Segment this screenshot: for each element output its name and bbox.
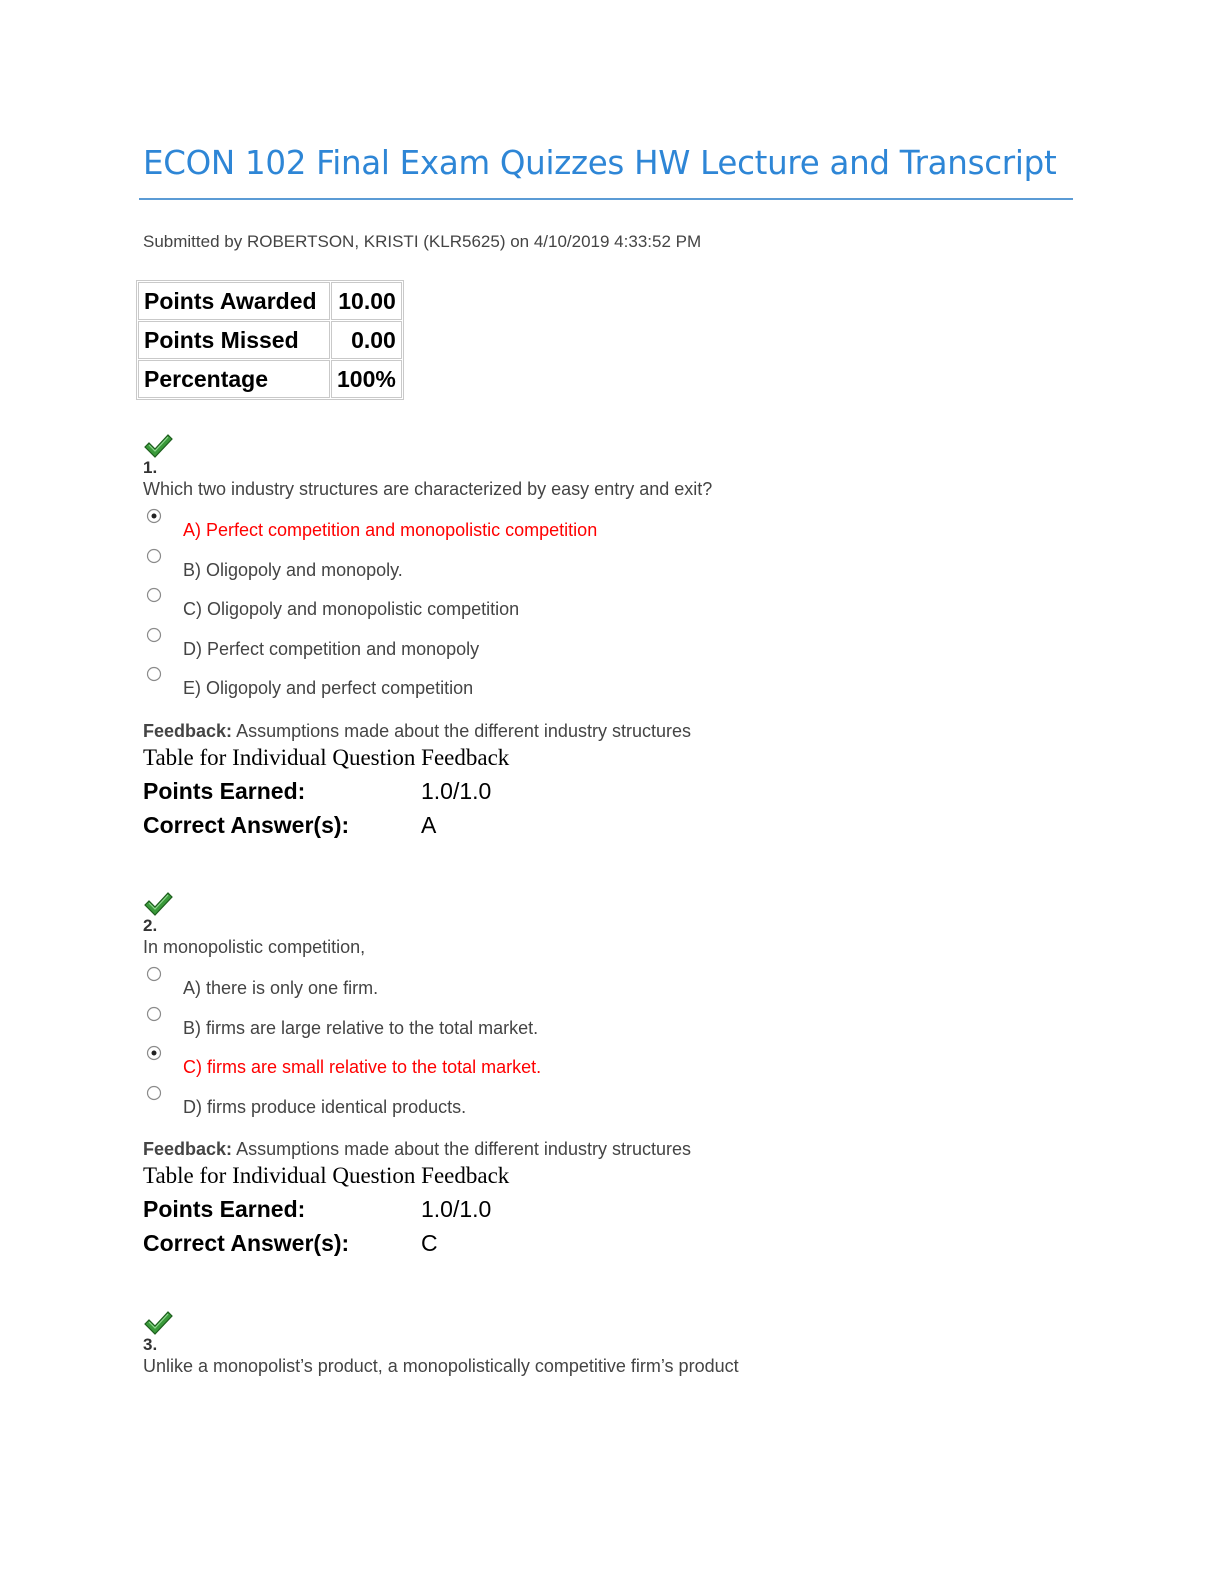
option-label: A) Perfect competition and monopolistic competition <box>183 520 598 540</box>
summary-row-points-awarded <box>138 282 402 320</box>
question-feedback <box>143 1139 691 1160</box>
question-3 <box>143 1309 1103 1389</box>
correct-answer-value: A <box>421 812 437 838</box>
summary-label: Points Missed <box>138 321 330 359</box>
option-label: C) Oligopoly and monopolistic competition <box>183 599 520 619</box>
summary-label: Points Awarded <box>138 282 330 320</box>
question-feedback <box>143 721 691 742</box>
points-earned-value: 1.0/1.0 <box>421 1196 492 1222</box>
answer-option[interactable] <box>143 508 1043 544</box>
option-label: D) firms produce identical products. <box>183 1097 467 1117</box>
option-label: B) Oligopoly and monopoly. <box>183 560 403 580</box>
points-earned-label: Points Earned: <box>143 778 306 804</box>
radio-button-icon[interactable] <box>146 508 162 524</box>
feedback-text: Assumptions made about the different industry structures <box>236 721 691 741</box>
summary-value: 0.00 <box>331 321 402 359</box>
option-label: C) firms are small relative to the total market. <box>183 1057 542 1077</box>
option-label: A) there is only one firm. <box>183 978 379 998</box>
points-earned-label: Points Earned: <box>143 1196 306 1222</box>
answer-option[interactable] <box>143 587 1043 623</box>
check-icon <box>143 1309 173 1337</box>
question-2 <box>143 890 1103 1270</box>
points-earned-row <box>143 1196 743 1228</box>
correct-answer-row <box>143 1230 743 1262</box>
radio-button-icon[interactable] <box>146 1006 162 1022</box>
feedback-table-caption: Table for Individual Question Feedback <box>143 1163 510 1188</box>
question-number: 2. <box>143 916 158 935</box>
radio-button-icon[interactable] <box>146 548 162 564</box>
question-text: Which two industry structures are characterized by easy entry and exit? <box>143 479 713 499</box>
answer-option[interactable] <box>143 666 1043 702</box>
check-icon <box>143 890 173 918</box>
radio-button-icon[interactable] <box>146 587 162 603</box>
feedback-label: Feedback: <box>143 721 233 741</box>
answer-option[interactable] <box>143 966 1043 1002</box>
answer-option[interactable] <box>143 1085 1043 1121</box>
feedback-label: Feedback: <box>143 1139 233 1159</box>
summary-label: Percentage <box>138 360 330 398</box>
points-earned-value: 1.0/1.0 <box>421 778 492 804</box>
feedback-text: Assumptions made about the different industry structures <box>236 1139 691 1159</box>
radio-button-icon[interactable] <box>146 1085 162 1101</box>
answer-option[interactable] <box>143 627 1043 663</box>
radio-button-icon[interactable] <box>146 627 162 643</box>
document-title: ECON 102 Final Exam Quizzes HW Lecture and Transcript <box>143 143 1057 182</box>
correct-answer-value: C <box>421 1230 438 1256</box>
summary-row-percentage <box>138 360 402 398</box>
summary-value: 10.00 <box>331 282 402 320</box>
question-number: 1. <box>143 458 158 477</box>
correct-answer-label: Correct Answer(s): <box>143 1230 350 1256</box>
correct-answer-row <box>143 812 743 844</box>
summary-row-points-missed <box>138 321 402 359</box>
answer-option[interactable] <box>143 548 1043 584</box>
check-icon <box>143 432 173 460</box>
question-number: 3. <box>143 1335 158 1354</box>
answer-option[interactable] <box>143 1045 1043 1081</box>
radio-button-icon[interactable] <box>146 966 162 982</box>
submission-info: Submitted by ROBERTSON, KRISTI (KLR5625) on 4/10/2019 4:33:52 PM <box>143 232 702 251</box>
answer-option[interactable] <box>143 1006 1043 1042</box>
title-underline <box>139 198 1073 200</box>
summary-value: 100% <box>331 360 402 398</box>
radio-button-icon[interactable] <box>146 1045 162 1061</box>
question-text: In monopolistic competition, <box>143 937 366 957</box>
radio-button-icon[interactable] <box>146 666 162 682</box>
option-label: E) Oligopoly and perfect competition <box>183 678 474 698</box>
question-1 <box>143 432 1103 852</box>
score-summary-table <box>136 280 404 400</box>
question-text: Unlike a monopolist’s product, a monopolistically competitive firm’s product <box>143 1356 739 1376</box>
option-label: B) firms are large relative to the total market. <box>183 1018 539 1038</box>
option-label: D) Perfect competition and monopoly <box>183 639 480 659</box>
feedback-table-caption: Table for Individual Question Feedback <box>143 745 510 770</box>
points-earned-row <box>143 778 743 810</box>
correct-answer-label: Correct Answer(s): <box>143 812 350 838</box>
